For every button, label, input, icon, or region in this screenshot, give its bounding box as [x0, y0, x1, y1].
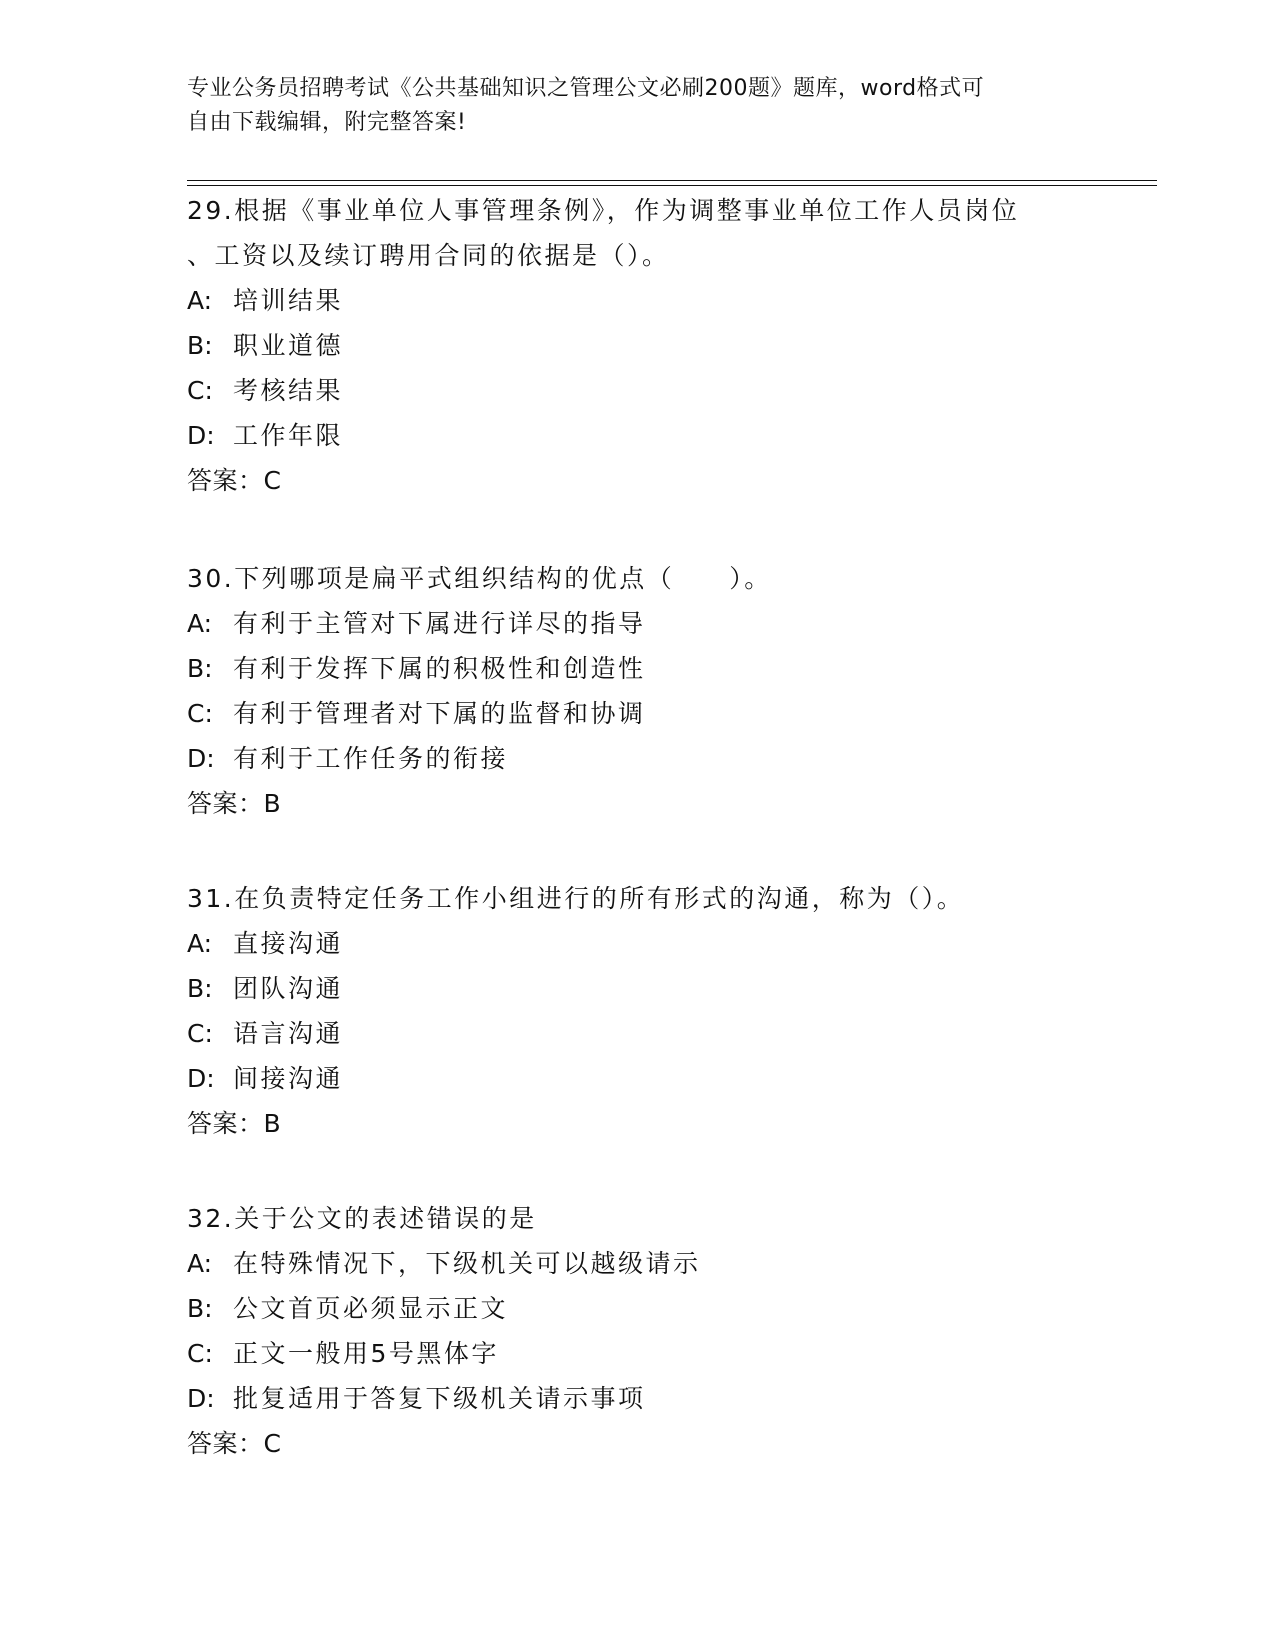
option-letter: C: — [187, 1339, 213, 1368]
question-stem: 32.关于公文的表述错误的是 — [187, 1204, 537, 1233]
option-text: 工作年限 — [233, 421, 344, 450]
option-text: 正文一般用5号黑体字 — [233, 1339, 499, 1368]
option-letter: C: — [187, 699, 213, 728]
option-text: 考核结果 — [233, 376, 344, 405]
option-letter: B: — [187, 1294, 213, 1323]
option-d — [187, 1376, 1137, 1421]
question-29 — [187, 188, 1137, 503]
option-text: 在特殊情况下，下级机关可以越级请示 — [233, 1249, 701, 1278]
option-a — [187, 601, 1137, 646]
option-b — [187, 323, 1137, 368]
header-divider-bottom — [187, 185, 1157, 186]
option-text: 公文首页必须显示正文 — [233, 1294, 509, 1323]
option-c — [187, 1011, 1137, 1056]
option-c — [187, 368, 1137, 413]
question-stem: 30.下列哪项是扁平式组织结构的优点（ ）。 — [187, 564, 772, 593]
option-letter: C: — [187, 1019, 213, 1048]
option-b — [187, 966, 1137, 1011]
document-header — [187, 72, 1087, 140]
question-30 — [187, 556, 1137, 826]
option-letter: C: — [187, 376, 213, 405]
option-text: 批复适用于答复下级机关请示事项 — [233, 1384, 646, 1413]
option-c — [187, 691, 1137, 736]
option-a — [187, 1241, 1137, 1286]
option-text: 有利于工作任务的衔接 — [233, 744, 509, 773]
question-31 — [187, 876, 1137, 1146]
option-a — [187, 921, 1137, 966]
option-letter: D: — [187, 744, 215, 773]
option-text: 培训结果 — [233, 286, 344, 315]
option-text: 有利于主管对下属进行详尽的指导 — [233, 609, 646, 638]
option-text: 职业道德 — [233, 331, 344, 360]
header-line-2: 自由下载编辑，附完整答案! — [187, 110, 467, 135]
answer-line: 答案：B — [187, 789, 282, 818]
option-text: 有利于发挥下属的积极性和创造性 — [233, 654, 646, 683]
question-stem: 31.在负责特定任务工作小组进行的所有形式的沟通，称为（）。 — [187, 884, 965, 913]
option-text: 直接沟通 — [233, 929, 344, 958]
option-letter: A: — [187, 929, 213, 958]
option-letter: B: — [187, 974, 213, 1003]
option-letter: B: — [187, 654, 213, 683]
option-a — [187, 278, 1137, 323]
question-32 — [187, 1196, 1137, 1466]
option-d — [187, 736, 1137, 781]
option-letter: D: — [187, 1384, 215, 1413]
option-b — [187, 1286, 1137, 1331]
option-b — [187, 646, 1137, 691]
answer-line: 答案：C — [187, 1429, 282, 1458]
answer-line: 答案：C — [187, 466, 282, 495]
option-letter: A: — [187, 609, 213, 638]
question-stem-continued: 、工资以及续订聘用合同的依据是（）。 — [187, 241, 670, 270]
option-c — [187, 1331, 1137, 1376]
option-letter: A: — [187, 1249, 213, 1278]
option-text: 间接沟通 — [233, 1064, 344, 1093]
option-letter: A: — [187, 286, 213, 315]
option-d — [187, 413, 1137, 458]
option-letter: D: — [187, 421, 215, 450]
option-d — [187, 1056, 1137, 1101]
header-line-1: 专业公务员招聘考试《公共基础知识之管理公文必刷200题》题库，word格式可 — [187, 76, 985, 101]
option-letter: D: — [187, 1064, 215, 1093]
option-text: 语言沟通 — [233, 1019, 344, 1048]
question-stem: 29.根据《事业单位人事管理条例》，作为调整事业单位工作人员岗位 — [187, 196, 1020, 225]
option-text: 有利于管理者对下属的监督和协调 — [233, 699, 646, 728]
option-letter: B: — [187, 331, 213, 360]
answer-line: 答案：B — [187, 1109, 282, 1138]
header-divider-top — [187, 180, 1157, 181]
option-text: 团队沟通 — [233, 974, 344, 1003]
